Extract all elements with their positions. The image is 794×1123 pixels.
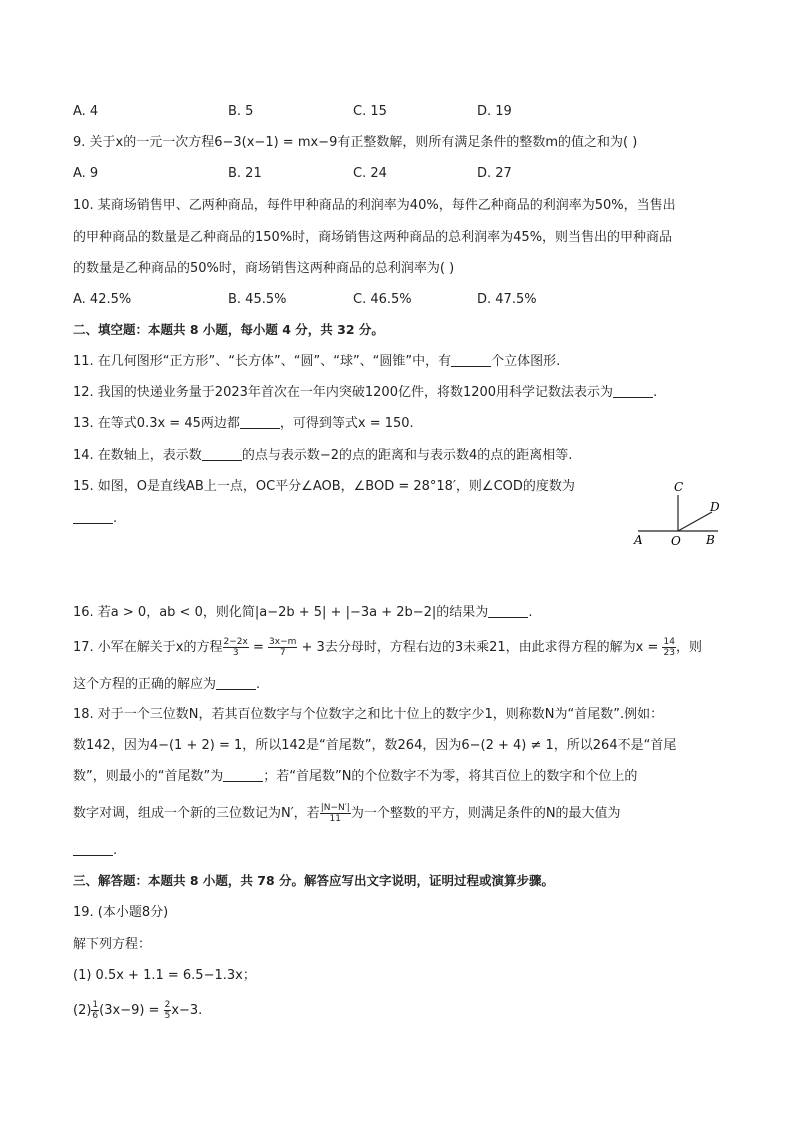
label-d: D xyxy=(710,500,720,514)
question-18-line-1: 18. 对于一个三位数N，若其百位数字与个位数字之和比十位上的数字少1，则称数N为“首尾数”.例如： xyxy=(73,707,664,722)
question-13 xyxy=(73,414,414,434)
q13-text-pre: 13. 在等式0.3x = 45两边都 xyxy=(73,416,240,431)
q8-option-b: B. 5 xyxy=(228,104,254,119)
q17-line2-post: . xyxy=(256,677,261,692)
q17-equals: = xyxy=(248,640,269,655)
q19-part2-mid: (3x−9) = xyxy=(99,1003,164,1018)
q9-option-a: A. 9 xyxy=(73,166,99,181)
q17-fraction-1-den: 3 xyxy=(232,648,239,658)
q19-fraction-1-den: 6 xyxy=(92,1011,99,1021)
question-18-line-4 xyxy=(73,803,621,824)
q17-fraction-2-den: 7 xyxy=(279,648,286,658)
section-3-heading: 三、解答题：本题共 8 小题，共 78 分。解答应写出文字说明，证明过程或演算步骤。 xyxy=(73,873,555,888)
q8-option-c: C. 15 xyxy=(353,104,387,119)
ray-od xyxy=(678,512,712,531)
section-2-heading: 二、填空题：本题共 8 小题，每小题 4 分，共 32 分。 xyxy=(73,322,384,337)
q17-fraction-3-den: 23 xyxy=(663,648,675,658)
q10-option-a: A. 42.5% xyxy=(73,292,132,307)
label-c: C xyxy=(674,480,684,494)
q14-text-post: 的点与表示数−2的点的距离和与表示数4的点的距离相等. xyxy=(241,448,573,463)
question-17-line-1 xyxy=(73,637,702,658)
q8-option-d: D. 19 xyxy=(477,104,512,119)
question-9-text: 9. 关于x的一元一次方程6−3(x−1) = mx−9有正整数解，则所有满足条件的整数m的值之和为( ) xyxy=(73,135,638,150)
q16-text-post: . xyxy=(528,605,533,620)
q19-fraction-1 xyxy=(91,1000,99,1021)
q19-fraction-2-num: 2 xyxy=(164,1000,171,1010)
q18-blank-1 xyxy=(223,767,263,782)
question-10-line-3: 的数量是乙种商品的50%时，商场销售这两种商品的总利润率为( ) xyxy=(73,261,455,276)
question-14 xyxy=(73,446,572,466)
q14-text-pre: 14. 在数轴上，表示数 xyxy=(73,448,202,463)
question-10-line-2: 的甲种商品的数量是乙种商品的150%时，商场销售这两种商品的总利润率为45%，则当售出的甲种商品 xyxy=(73,230,673,245)
question-15-line-1: 15. 如图，O是直线AB上一点，OC平分∠AOB，∠BOD = 28°18′，则∠COD的度数为 xyxy=(73,479,575,494)
q11-text-pre: 11. 在几何图形“正方形”、“长方体”、“圆”、“球”、“圆锥”中，有 xyxy=(73,354,452,369)
q10-option-d: D. 47.5% xyxy=(477,292,537,307)
q18-line3-pre: 数”，则最小的“首尾数”为 xyxy=(73,769,224,784)
label-a: A xyxy=(634,533,643,547)
q8-option-a: A. 4 xyxy=(73,104,99,119)
q18-fraction-den: 11 xyxy=(329,814,341,824)
label-o: O xyxy=(671,534,681,548)
question-19-instruction: 解下列方程： xyxy=(73,937,152,952)
question-15-line-2 xyxy=(73,509,117,529)
question-12 xyxy=(73,383,657,403)
q11-blank xyxy=(451,352,491,367)
q10-option-c: C. 46.5% xyxy=(353,292,412,307)
q17-text-3: ，则 xyxy=(675,640,702,655)
q17-blank xyxy=(216,675,256,690)
q15-blank xyxy=(73,509,113,524)
question-19-part-1: (1) 0.5x + 1.1 = 6.5−1.3x； xyxy=(73,968,256,983)
q16-blank xyxy=(488,603,528,618)
q19-fraction-2-den: 5 xyxy=(164,1011,171,1021)
q18-blank-2 xyxy=(73,841,113,856)
angle-figure xyxy=(630,478,730,550)
q18-line5-post: . xyxy=(113,843,118,858)
q14-blank xyxy=(202,446,242,461)
q17-fraction-3 xyxy=(662,637,675,658)
q17-fraction-2 xyxy=(268,637,297,658)
q19-fraction-1-num: 1 xyxy=(92,1000,99,1010)
question-17-line-2 xyxy=(73,675,260,695)
question-16 xyxy=(73,603,532,623)
q9-option-b: B. 21 xyxy=(228,166,262,181)
q13-text-post: ，可得到等式x = 150. xyxy=(279,416,414,431)
question-19-part-2 xyxy=(73,1000,202,1021)
q18-line3-post: ；若“首尾数”N的个位数字不为零，将其百位上的数字和个位上的 xyxy=(263,769,638,784)
q9-option-d: D. 27 xyxy=(477,166,512,181)
q13-blank xyxy=(240,414,280,429)
q17-fraction-1-num: 2−2x xyxy=(223,637,248,647)
q15-text-post: . xyxy=(113,511,118,526)
q18-fraction xyxy=(320,803,351,824)
q17-fraction-1 xyxy=(223,637,249,658)
q12-text-pre: 12. 我国的快递业务量于2023年首次在一年内突破1200亿件，将数1200用科学记数法表示为 xyxy=(73,385,614,400)
q16-text-pre: 16. 若a > 0，ab < 0，则化简|a−2b + 5| + |−3a + 2b−2|的结果为 xyxy=(73,605,489,620)
q10-option-b: B. 45.5% xyxy=(228,292,287,307)
q18-line4-pre: 数字对调，组成一个新的三位数记为N′，若 xyxy=(73,806,320,821)
q12-text-post: . xyxy=(653,385,658,400)
q9-option-c: C. 24 xyxy=(353,166,387,181)
q11-text-post: 个立体图形. xyxy=(491,354,561,369)
question-11 xyxy=(73,352,560,372)
q17-text-2: + 3去分母时，方程右边的3未乘21，由此求得方程的解为x = xyxy=(297,640,663,655)
q12-blank xyxy=(613,383,653,398)
q17-fraction-2-num: 3x−m xyxy=(269,637,297,647)
q17-line2-pre: 这个方程的正确的解应为 xyxy=(73,677,217,692)
q19-part2-pre: (2) xyxy=(73,1003,92,1018)
q17-text-1: 17. 小军在解关于x的方程 xyxy=(73,640,223,655)
question-19-title: 19. (本小题8分) xyxy=(73,905,169,920)
q17-fraction-3-num: 14 xyxy=(663,637,675,647)
q18-fraction-num: |N−N′| xyxy=(320,803,350,813)
question-18-line-3 xyxy=(73,767,637,787)
question-18-line-5 xyxy=(73,841,117,861)
question-10-line-1: 10. 某商场销售甲、乙两种商品，每件甲种商品的利润率为40%，每件乙种商品的利润率为50%，当售出 xyxy=(73,198,676,213)
question-18-line-2: 数142，因为4−(1 + 2) = 1，所以142是“首尾数”，数264，因为6−(2 + 4) ≠ 1，所以264不是“首尾 xyxy=(73,738,677,753)
label-b: B xyxy=(706,533,715,547)
q18-line4-post: 为一个整数的平方，则满足条件的N的最大值为 xyxy=(350,806,621,821)
q19-part2-post: x−3. xyxy=(171,1003,203,1018)
